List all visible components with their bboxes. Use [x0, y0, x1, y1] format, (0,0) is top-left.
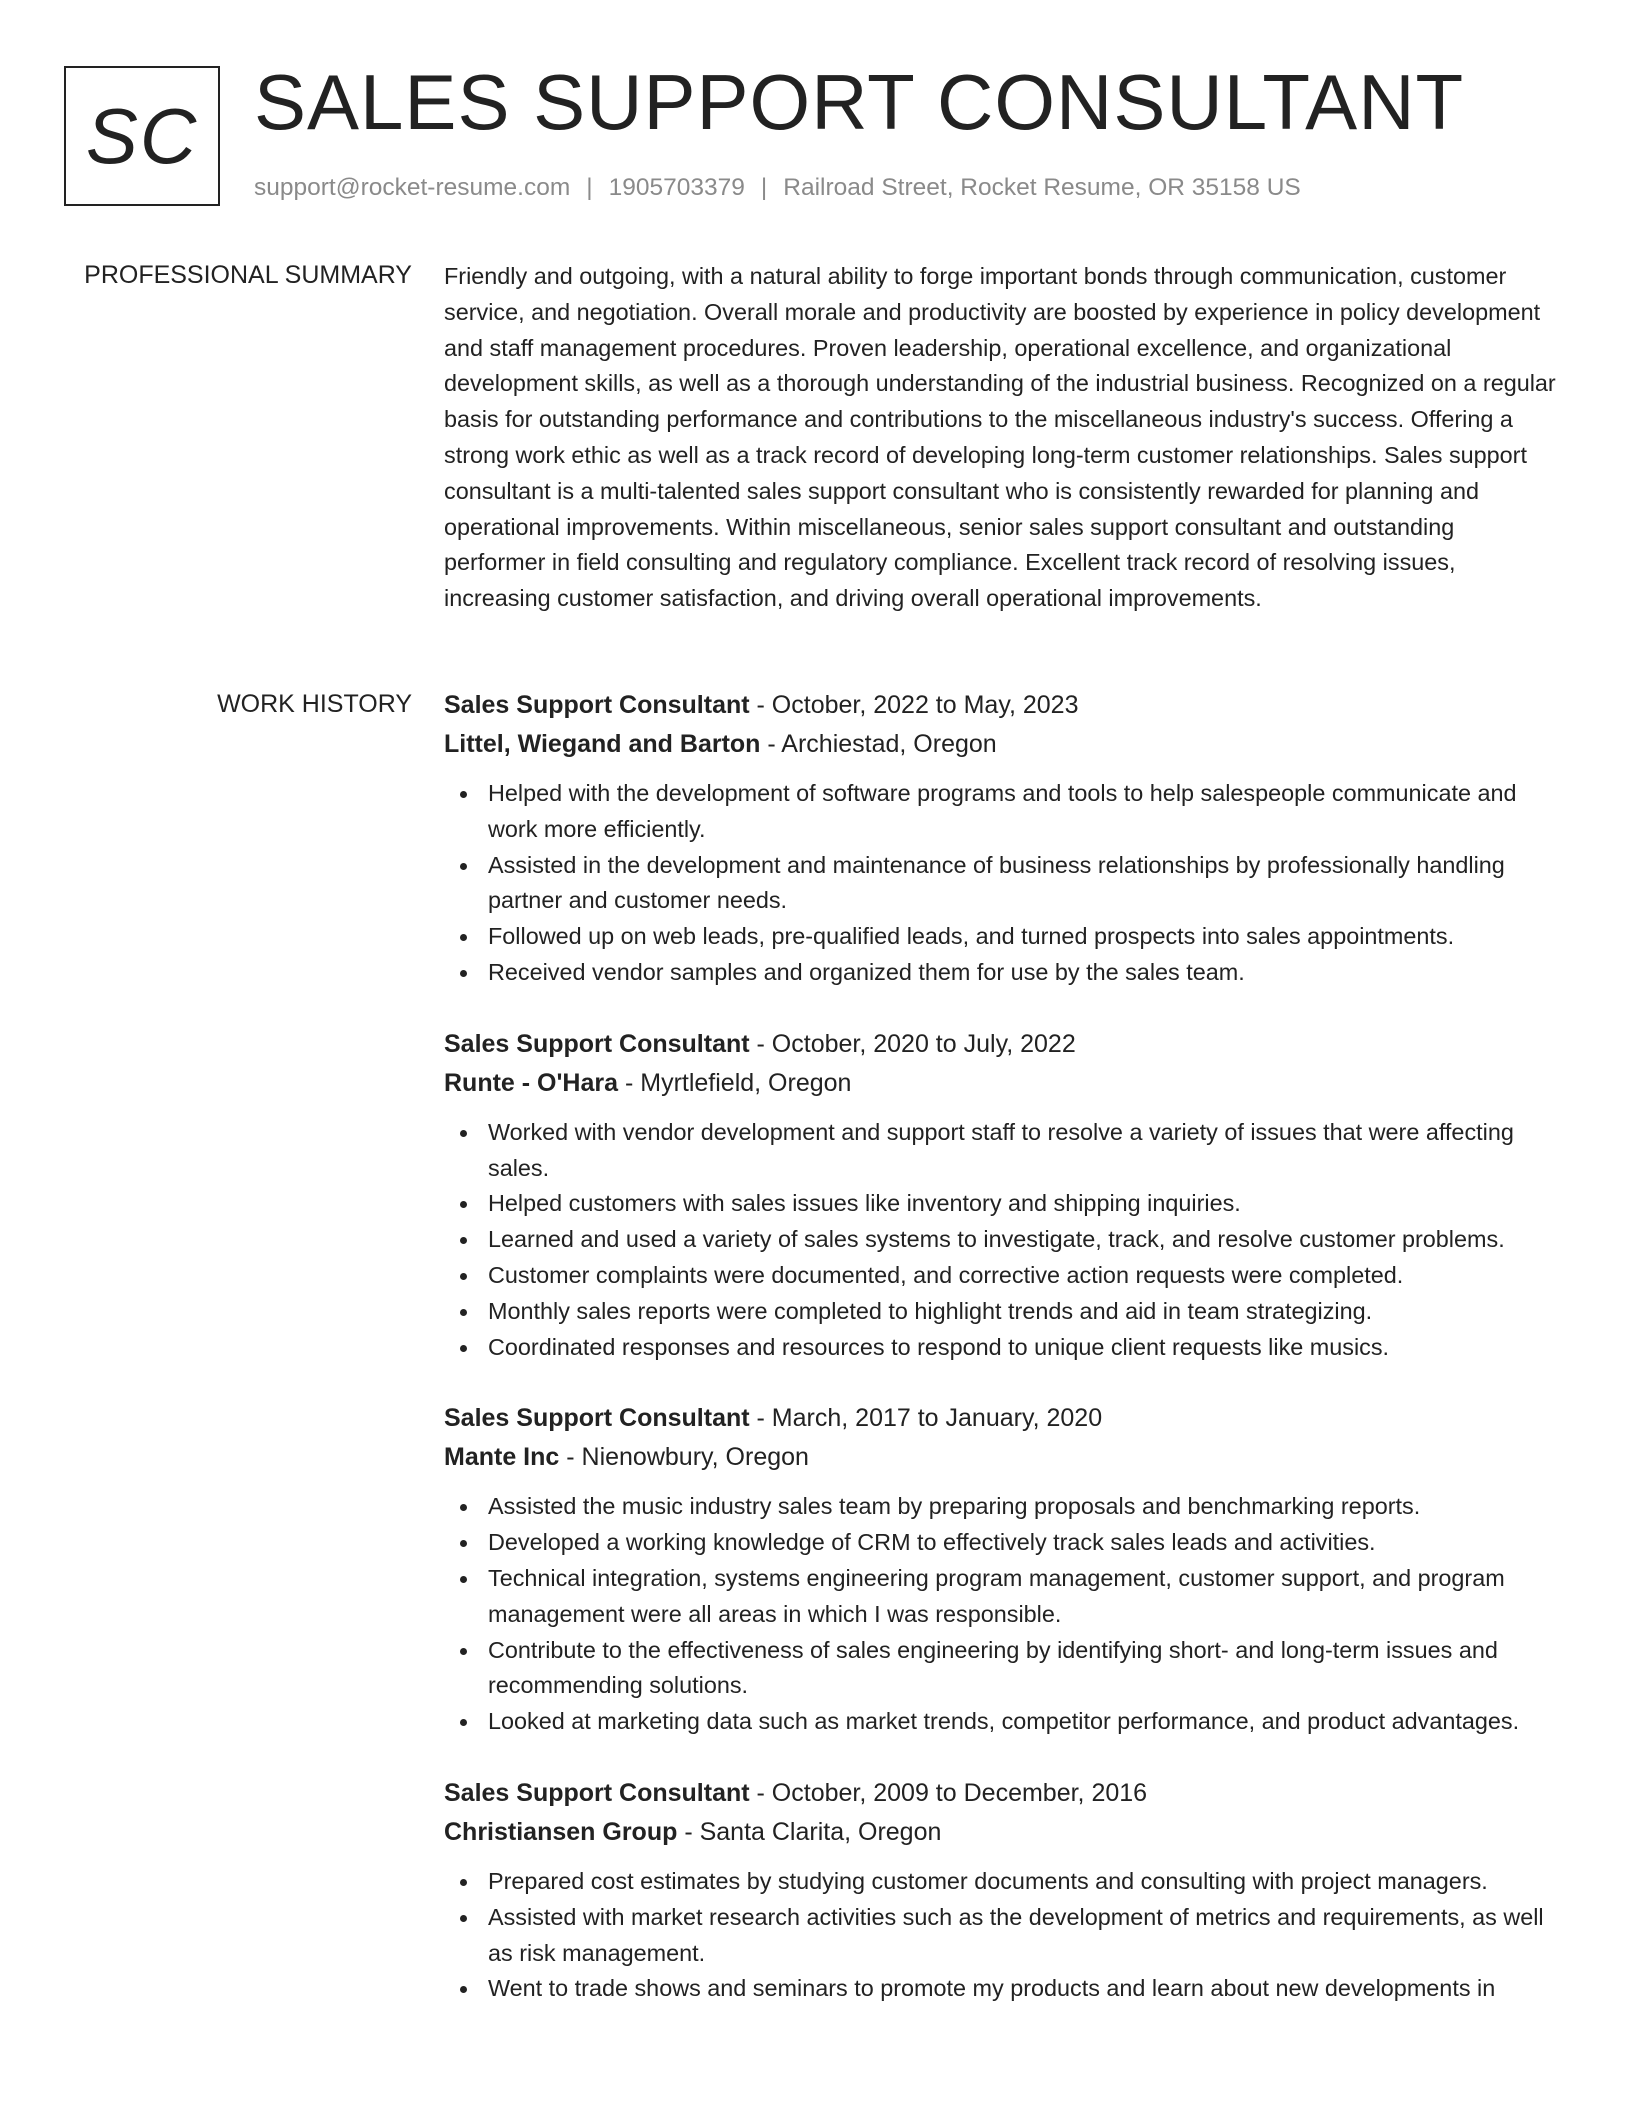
job-bullet: Worked with vendor development and support staff to resolve a variety of issues that were affecting sales.: [444, 1115, 1559, 1187]
contact-phone: 1905703379: [608, 174, 745, 201]
job-bullet: Assisted with market research activities such as the development of metrics and requirements, as well as risk management.: [444, 1900, 1559, 1972]
job-company-line: [444, 1438, 1559, 1477]
contact-separator: |: [760, 174, 768, 201]
job-bullet: Assisted the music industry sales team by preparing proposals and benchmarking reports.: [444, 1489, 1559, 1525]
work-history-body: [444, 686, 1559, 2041]
job-bullet-list: [444, 776, 1559, 991]
job-company: Runte - O'Hara: [444, 1068, 619, 1097]
section-label-professional-summary: PROFESSIONAL SUMMARY: [84, 261, 412, 289]
job-company: Littel, Wiegand and Barton: [444, 730, 761, 758]
job-title-line: [444, 1025, 1559, 1064]
job-bullet: Helped with the development of software programs and tools to help salespeople communicate and work more efficiently.: [444, 776, 1559, 848]
job-company: Mante Inc: [444, 1443, 560, 1472]
job-company-line: [444, 725, 1559, 764]
job-bullet: Coordinated responses and resources to respond to unique client requests like musics.: [444, 1330, 1559, 1366]
job-location: - Nienowbury, Oregon: [559, 1443, 809, 1472]
job-bullet-list: [444, 1115, 1559, 1366]
job-bullet: Customer complaints were documented, and corrective action requests were completed.: [444, 1258, 1559, 1294]
job-bullet: Developed a working knowledge of CRM to effectively track sales leads and activities.: [444, 1525, 1559, 1561]
job-location: - Santa Clarita, Oregon: [677, 1817, 942, 1846]
job-bullet-list: [444, 1489, 1559, 1740]
job-title: Sales Support Consultant: [444, 691, 750, 719]
contact-separator: |: [586, 174, 593, 201]
job-bullet: Received vendor samples and organized them for use by the sales team.: [444, 955, 1559, 991]
job-title-line: [444, 686, 1559, 725]
job-company-line: [444, 1813, 1559, 1852]
job-dates: - October, 2009 to December, 2016: [749, 1778, 1148, 1807]
job-entry: [444, 1399, 1559, 1740]
job-entry: [444, 1774, 1559, 2007]
job-entry: [444, 686, 1559, 991]
job-entry: [444, 1025, 1559, 1366]
job-bullet: Technical integration, systems engineering program management, customer support, and program management were all areas in which I was responsible.: [444, 1561, 1559, 1633]
job-bullet: Learned and used a variety of sales systems to investigate, track, and resolve customer problems.: [444, 1222, 1559, 1258]
job-bullet: Looked at marketing data such as market trends, competitor performance, and product advantages.: [444, 1704, 1559, 1740]
job-company-line: [444, 1064, 1559, 1103]
summary-text: Friendly and outgoing, with a natural ability to forge important bonds through communication, customer service, and negotiation. Overall morale and productivity are boosted by experience in policy development and staff management procedures. Proven leadership, operational excellence, and organizational development skills, as well as a thorough understanding of the industrial business. Recognized on a regular basis for outstanding performance and contributions to the miscellaneous industry's success. Offering a strong work ethic as well as a track record of developing long-term customer relationships. Sales support consultant is a multi-talented sales support consultant who is consistently rewarded for planning and operational improvements. Within miscellaneous, senior sales support consultant and outstanding performer in field consulting and regulatory compliance. Excellent track record of resolving issues, increasing customer satisfaction, and driving overall operational improvements.: [444, 263, 1556, 612]
job-company: Christiansen Group: [444, 1817, 678, 1846]
contact-line: [254, 174, 1301, 202]
job-dates: - October, 2020 to July, 2022: [749, 1029, 1076, 1058]
section-label-work-history: WORK HISTORY: [217, 690, 412, 718]
job-bullet: Assisted in the development and maintenance of business relationships by professionally handling partner and customer needs.: [444, 848, 1559, 920]
contact-email: support@rocket-resume.com: [254, 174, 571, 201]
job-bullet: Monthly sales reports were completed to highlight trends and aid in team strategizing.: [444, 1294, 1559, 1330]
job-bullet: Contribute to the effectiveness of sales engineering by identifying short- and long-term issues and recommending solutions.: [444, 1633, 1559, 1705]
job-title: Sales Support Consultant: [444, 1029, 750, 1058]
job-dates: - March, 2017 to January, 2020: [749, 1404, 1103, 1433]
job-location: - Archiestad, Oregon: [760, 730, 997, 758]
job-bullet-list: [444, 1864, 1559, 2007]
job-title: Sales Support Consultant: [444, 1778, 750, 1807]
job-bullet: Helped customers with sales issues like inventory and shipping inquiries.: [444, 1186, 1559, 1222]
job-bullet: Went to trade shows and seminars to promote my products and learn about new developments in: [444, 1971, 1559, 2007]
job-title: Sales Support Consultant: [444, 1404, 750, 1433]
contact-address: Railroad Street, Rocket Resume, OR 35158 US: [783, 174, 1301, 201]
job-title-line: [444, 1399, 1559, 1438]
monogram-logo: SC: [64, 66, 220, 206]
job-dates: - October, 2022 to May, 2023: [749, 691, 1079, 719]
job-location: - Myrtlefield, Oregon: [618, 1068, 852, 1097]
job-bullet: Prepared cost estimates by studying customer documents and consulting with project managers.: [444, 1864, 1559, 1900]
page-title: SALES SUPPORT CONSULTANT: [254, 58, 1465, 146]
job-title-line: [444, 1774, 1559, 1813]
summary-body: [444, 259, 1559, 617]
job-bullet: Followed up on web leads, pre-qualified leads, and turned prospects into sales appointments.: [444, 919, 1559, 955]
